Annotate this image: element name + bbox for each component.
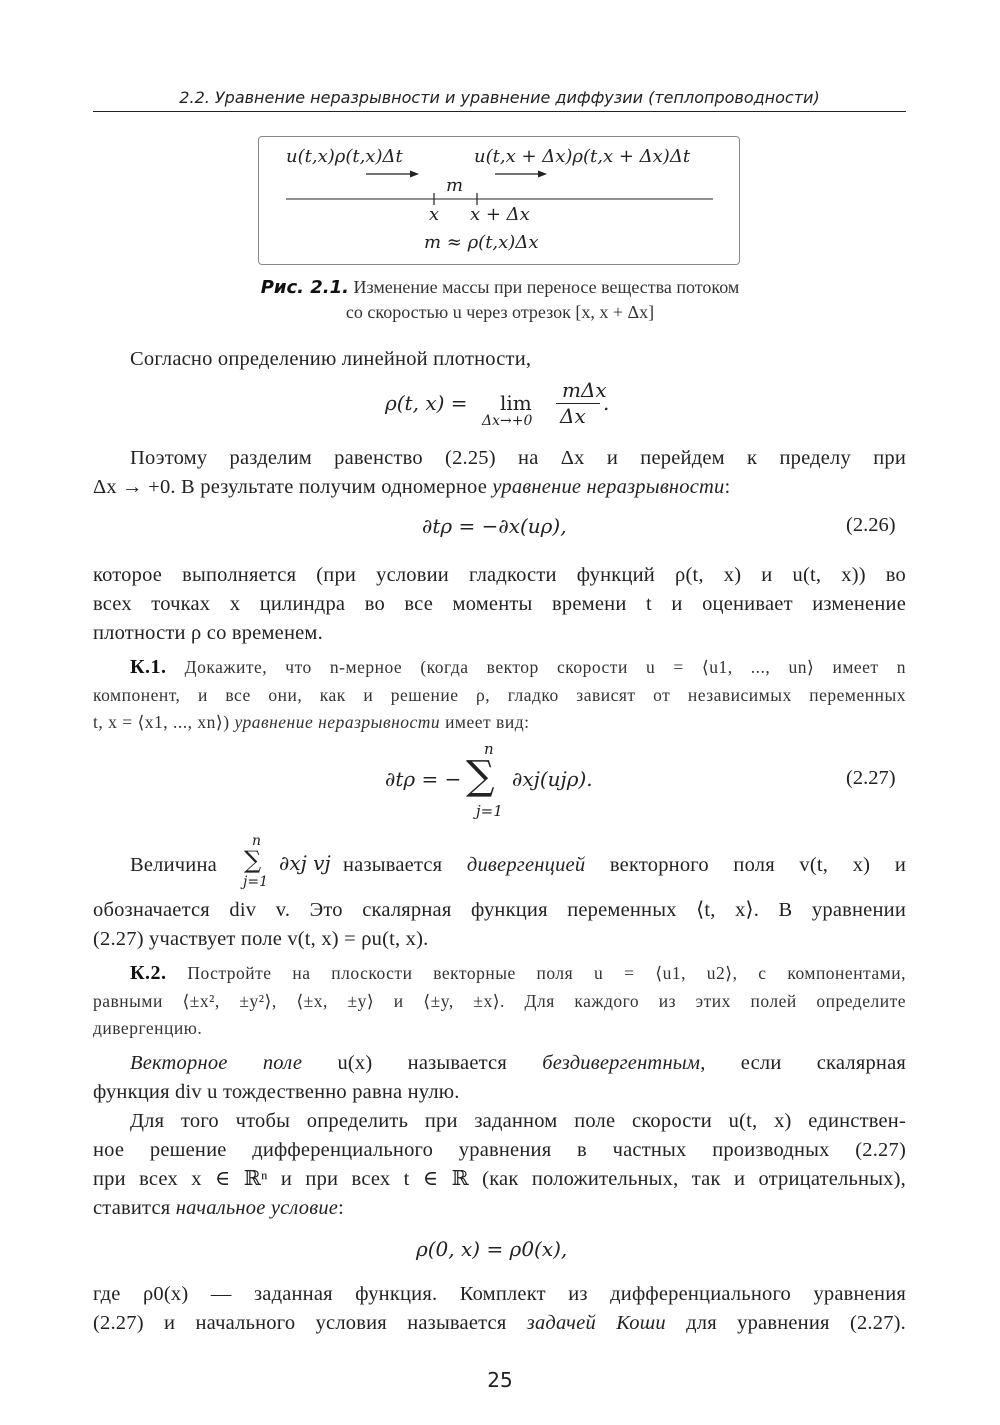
- p2-colon: :: [724, 476, 731, 498]
- ic-text-a: ставится: [93, 1197, 176, 1219]
- term-initial-condition: начальное условие: [175, 1197, 339, 1219]
- flux-arrowhead-right: [538, 171, 547, 178]
- equation-initial-condition: ρ(0, x) = ρ0(x),: [416, 1237, 568, 1261]
- running-header: 2.2. Уравнение неразрывности и уравнение диффузии (теплопроводности): [179, 88, 820, 107]
- eq-density-denominator: Δx: [560, 404, 586, 428]
- equation-2-27-sum-top: n: [484, 740, 494, 758]
- caption-line-2: со скоростью u через отрезок [x, x + Δx]: [345, 302, 655, 322]
- div-line-2: обозначается div v. Это скалярная функция переменных ⟨t, x⟩. В уравнении: [93, 899, 906, 921]
- paragraph-density-def: Согласно определению линейной плотности,: [130, 348, 532, 370]
- page-number: 25: [487, 1368, 513, 1392]
- div-sum-bottom: j=1: [243, 874, 268, 890]
- div-called: называется: [343, 854, 443, 876]
- div-line-1-end: [343, 851, 906, 880]
- cauchy-line-2: [93, 1309, 906, 1338]
- term-divergence: дивергенцией: [466, 854, 586, 876]
- initial-cond-line-3: при всех x ∈ ℝⁿ и при всех t ∈ ℝ (как положительных, так и отрицательных),: [93, 1168, 906, 1190]
- div-sum-term: ∂xj vj: [279, 851, 331, 875]
- p2-text: Δx → +0. В результате получим одномерное: [93, 476, 493, 498]
- point-x-dx-label: x + Δx: [470, 204, 530, 225]
- k2-text-1: Постройте на плоскости векторные поля u = ⟨u1, u2⟩, с компонентами,: [166, 963, 906, 983]
- initial-cond-line-2: ное решение дифференциального уравнения в частных производных (2.27): [93, 1139, 906, 1161]
- figure-caption: [100, 275, 900, 324]
- equation-2-27-sum-bottom: j=1: [476, 802, 503, 820]
- term-divergence-free: бездивергентным: [542, 1052, 701, 1074]
- exercise-k1-line-3: [93, 709, 529, 736]
- term-cauchy-problem: задачей Коши: [526, 1312, 666, 1334]
- equation-2-27-sum-sign: ∑: [466, 753, 495, 799]
- term-continuity-equation: уравнение неразрывности: [492, 476, 725, 498]
- term-vector-field: Векторное поле: [130, 1052, 303, 1074]
- exercise-k2-line-1: [130, 960, 906, 987]
- paragraph-3-line-1: которое выполняется (при условии гладкости функций ρ(t, x) и u(t, x)) во: [93, 564, 906, 586]
- div-sum-top: n: [252, 833, 262, 849]
- exercise-k2-line-2: равными ⟨±x², ±y²⟩, ⟨±x, ±y⟩ и ⟨±y, ±x⟩. Для каждого из этих полей определите: [93, 991, 906, 1011]
- equation-2-27-rhs: ∂xj(ujρ).: [512, 767, 593, 791]
- paragraph-2-line-1: Поэтому разделим равенство (2.25) на Δx и перейдем к пределу при: [130, 447, 906, 469]
- paragraph-2-line-2: [93, 473, 730, 502]
- eq-density-lhs: ρ(t, x) =: [385, 391, 468, 415]
- vf-text-b: , если скалярная: [700, 1052, 906, 1074]
- div-line-1-start: Величина: [130, 854, 217, 876]
- equation-2-27-number: (2.27): [846, 767, 896, 789]
- cauchy-line-1: где ρ0(x) — заданная функция. Комплект из дифференциального уравнения: [93, 1283, 906, 1305]
- solenoidal-line-1: [130, 1049, 906, 1078]
- exercise-k1-line-2: компонент, и все они, как и решение ρ, гладко зависят от независимых переменных: [93, 685, 906, 705]
- flux-arrowhead-left: [410, 171, 419, 178]
- k1-text-3b: имеет вид:: [440, 712, 530, 732]
- eq-density-dot: .: [603, 391, 610, 415]
- solenoidal-line-2: функция div u тождественно равна нулю.: [93, 1081, 460, 1103]
- caption-line-1: Изменение массы при переносе вещества потоком: [353, 277, 740, 297]
- caption-label: Рис. 2.1.: [260, 277, 349, 298]
- vf-text-a: u(x) называется: [302, 1052, 543, 1074]
- div-sum-sign: ∑: [244, 846, 262, 874]
- equation-2-27-lhs: ∂tρ = −: [385, 767, 462, 791]
- equation-2-26-number: (2.26): [846, 514, 896, 536]
- paragraph-3-line-3: плотности ρ со временем.: [93, 622, 323, 644]
- ic-text-b: :: [338, 1197, 345, 1219]
- paragraph-3-line-2: всех точках x цилиндра во все моменты времени t и оценивает изменение: [93, 593, 906, 615]
- point-x-label: x: [429, 204, 440, 225]
- exercise-k2-label: К.2.: [130, 962, 167, 984]
- k1-text-1: Докажите, что n-мерное (когда вектор скорости u = ⟨u1, ..., un⟩ имеет n: [166, 657, 906, 677]
- term-continuity-equation-2: уравнение неразрывности: [234, 712, 441, 732]
- k1-text-3: t, x = ⟨x1, ..., xn⟩): [93, 712, 235, 732]
- div-vector-field: векторного поля v(t, x) и: [609, 854, 906, 876]
- eq-density-lim: lim: [500, 391, 532, 415]
- exercise-k1-line-1: [130, 654, 906, 681]
- mass-label: m: [446, 175, 464, 196]
- initial-cond-line-1: Для того чтобы определить при заданном поле скорости u(t, x) единствен-: [130, 1110, 906, 1132]
- eq-density-numerator: mΔx: [562, 378, 607, 402]
- flux-left-label: u(t,x)ρ(t,x)Δt: [286, 146, 403, 167]
- initial-cond-line-4: [93, 1194, 344, 1223]
- exercise-k1-label: К.1.: [130, 656, 167, 678]
- cauchy-text-a: (2.27) и начального условия называется: [93, 1312, 527, 1334]
- div-line-3: (2.27) участвует поле v(t, x) = ρu(t, x).: [93, 928, 429, 950]
- flux-right-label: u(t,x + Δx)ρ(t,x + Δx)Δt: [474, 146, 691, 167]
- header-rule: [93, 111, 906, 112]
- equation-2-26: ∂tρ = −∂x(uρ),: [422, 514, 567, 538]
- exercise-k2-line-3: дивергенцию.: [93, 1018, 203, 1038]
- cauchy-text-b: для уравнения (2.27).: [665, 1312, 906, 1334]
- mass-formula: m ≈ ρ(t,x)Δx: [424, 232, 539, 253]
- eq-density-lim-sub: Δx→+0: [482, 413, 533, 429]
